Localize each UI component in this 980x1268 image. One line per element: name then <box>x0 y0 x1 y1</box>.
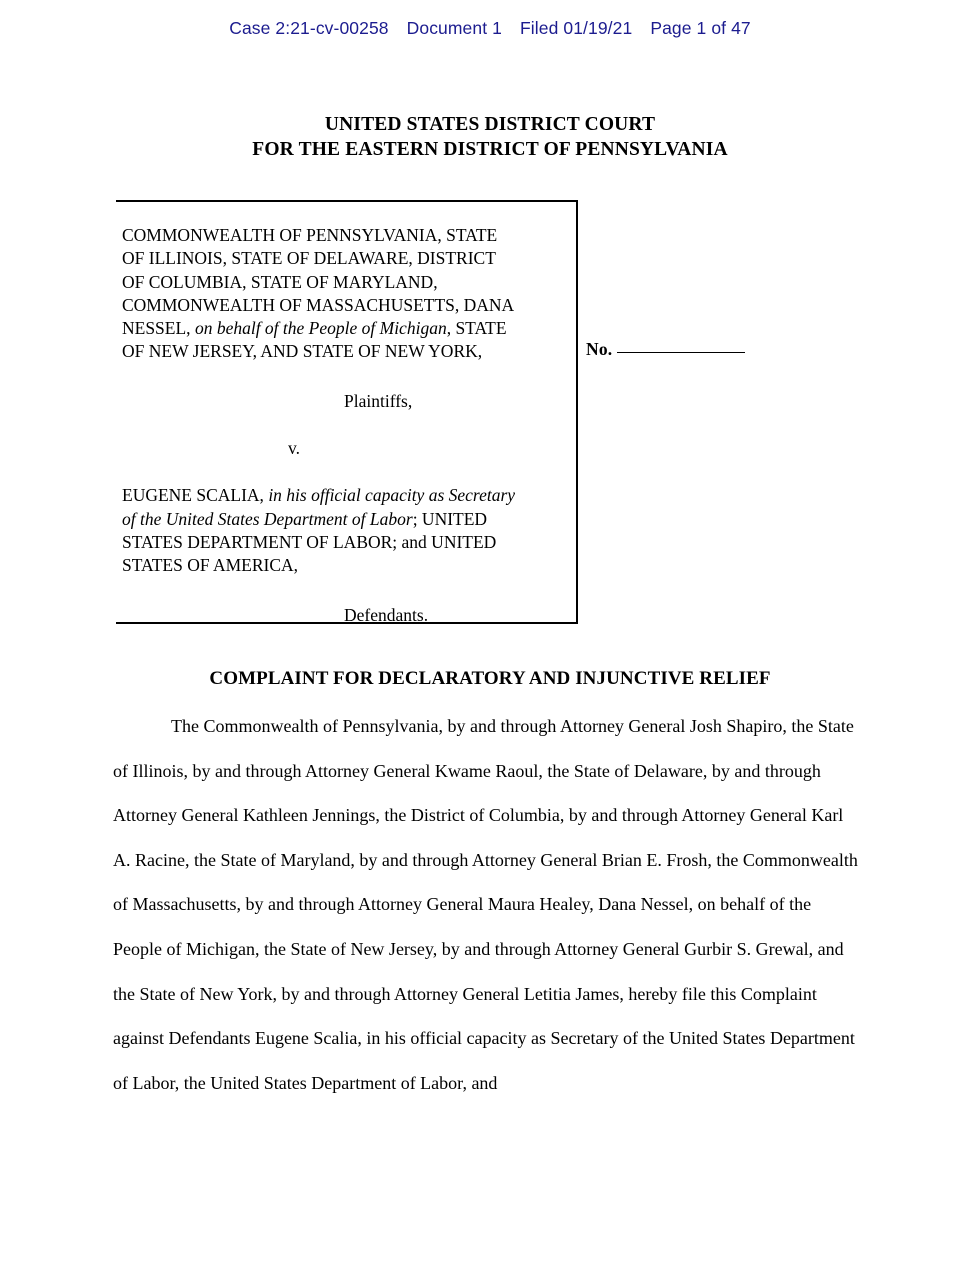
plaintiffs-nessel-suffix: , STATE <box>446 318 507 339</box>
plaintiffs-line-3: OF COLUMBIA, STATE OF MARYLAND, <box>122 271 438 292</box>
defendants-line-2 <box>122 508 566 531</box>
header-filed-date: Filed 01/19/21 <box>519 18 633 38</box>
defendants-line-4: STATES OF AMERICA, <box>122 555 299 576</box>
defendants-italic-phrase-1: in his official capacity as Secretary <box>268 485 516 506</box>
defendants-italic-phrase-2: of the United States Department of Labor <box>122 508 413 529</box>
defendants-party-block <box>122 484 566 577</box>
plaintiffs-italic-phrase: on behalf of the People of Michigan <box>194 318 447 339</box>
plaintiffs-nessel-prefix: NESSEL, <box>122 318 195 339</box>
court-title <box>0 112 980 162</box>
ecf-header-stamp <box>0 18 980 39</box>
case-number-label: No. <box>586 339 613 359</box>
header-page-number: Page 1 of 47 <box>650 18 751 38</box>
role-label-defendants: Defendants. <box>344 604 429 625</box>
plaintiffs-party-block <box>122 224 566 364</box>
plaintiffs-line-6: OF NEW JERSEY, AND STATE OF NEW YORK, <box>122 341 483 362</box>
plaintiffs-line-2: OF ILLINOIS, STATE OF DELAWARE, DISTRICT <box>122 248 496 269</box>
defendants-scalia-name: EUGENE SCALIA, <box>122 485 269 506</box>
complaint-body <box>113 704 863 1105</box>
defendants-line-1 <box>122 484 566 507</box>
plaintiffs-line-4: COMMONWEALTH OF MASSACHUSETTS, DANA <box>122 294 515 315</box>
case-caption-box <box>116 200 578 624</box>
defendants-line2-suffix: ; UNITED <box>412 508 488 529</box>
role-label-plaintiffs: Plaintiffs, <box>344 390 413 411</box>
header-case-number: Case 2:21-cv-00258 <box>229 18 389 38</box>
case-number-blank[interactable] <box>617 352 745 353</box>
court-title-line-1: UNITED STATES DISTRICT COURT <box>324 114 656 135</box>
versus-label: v. <box>288 438 300 459</box>
complaint-heading: COMPLAINT FOR DECLARATORY AND INJUNCTIVE RELIEF <box>209 668 771 689</box>
court-title-line-2: FOR THE EASTERN DISTRICT OF PENNSYLVANIA <box>252 139 728 160</box>
plaintiffs-line-5 <box>122 317 566 340</box>
case-number-field <box>586 339 745 360</box>
complaint-paragraph-1: The Commonwealth of Pennsylvania, by and through Attorney General Josh Shapiro, the State of Illinois, by and through Attorney General Kwame Raoul, the State of Delaware, by and through Attorney General Kathleen Jennings, the District of Columbia, by and through Attorney General Karl A. Racine, the State of Maryland, by and through Attorney General Brian E. Frosh, the Commonwealth of Massachusetts, by and through Attorney General Maura Healey, Dana Nessel, on behalf of the People of Michigan, the State of New Jersey, by and through Attorney General Gurbir S. Grewal, and the State of New York, by and through Attorney General Letitia James, hereby file this Complaint against Defendants Eugene Scalia, in his official capacity as Secretary of the United States Department of Labor, the United States Department of Labor, and <box>113 716 858 1093</box>
header-document-number: Document 1 <box>406 18 502 38</box>
plaintiffs-line-1: COMMONWEALTH OF PENNSYLVANIA, STATE <box>122 225 498 245</box>
defendants-line-3: STATES DEPARTMENT OF LABOR; and UNITED <box>122 531 497 552</box>
